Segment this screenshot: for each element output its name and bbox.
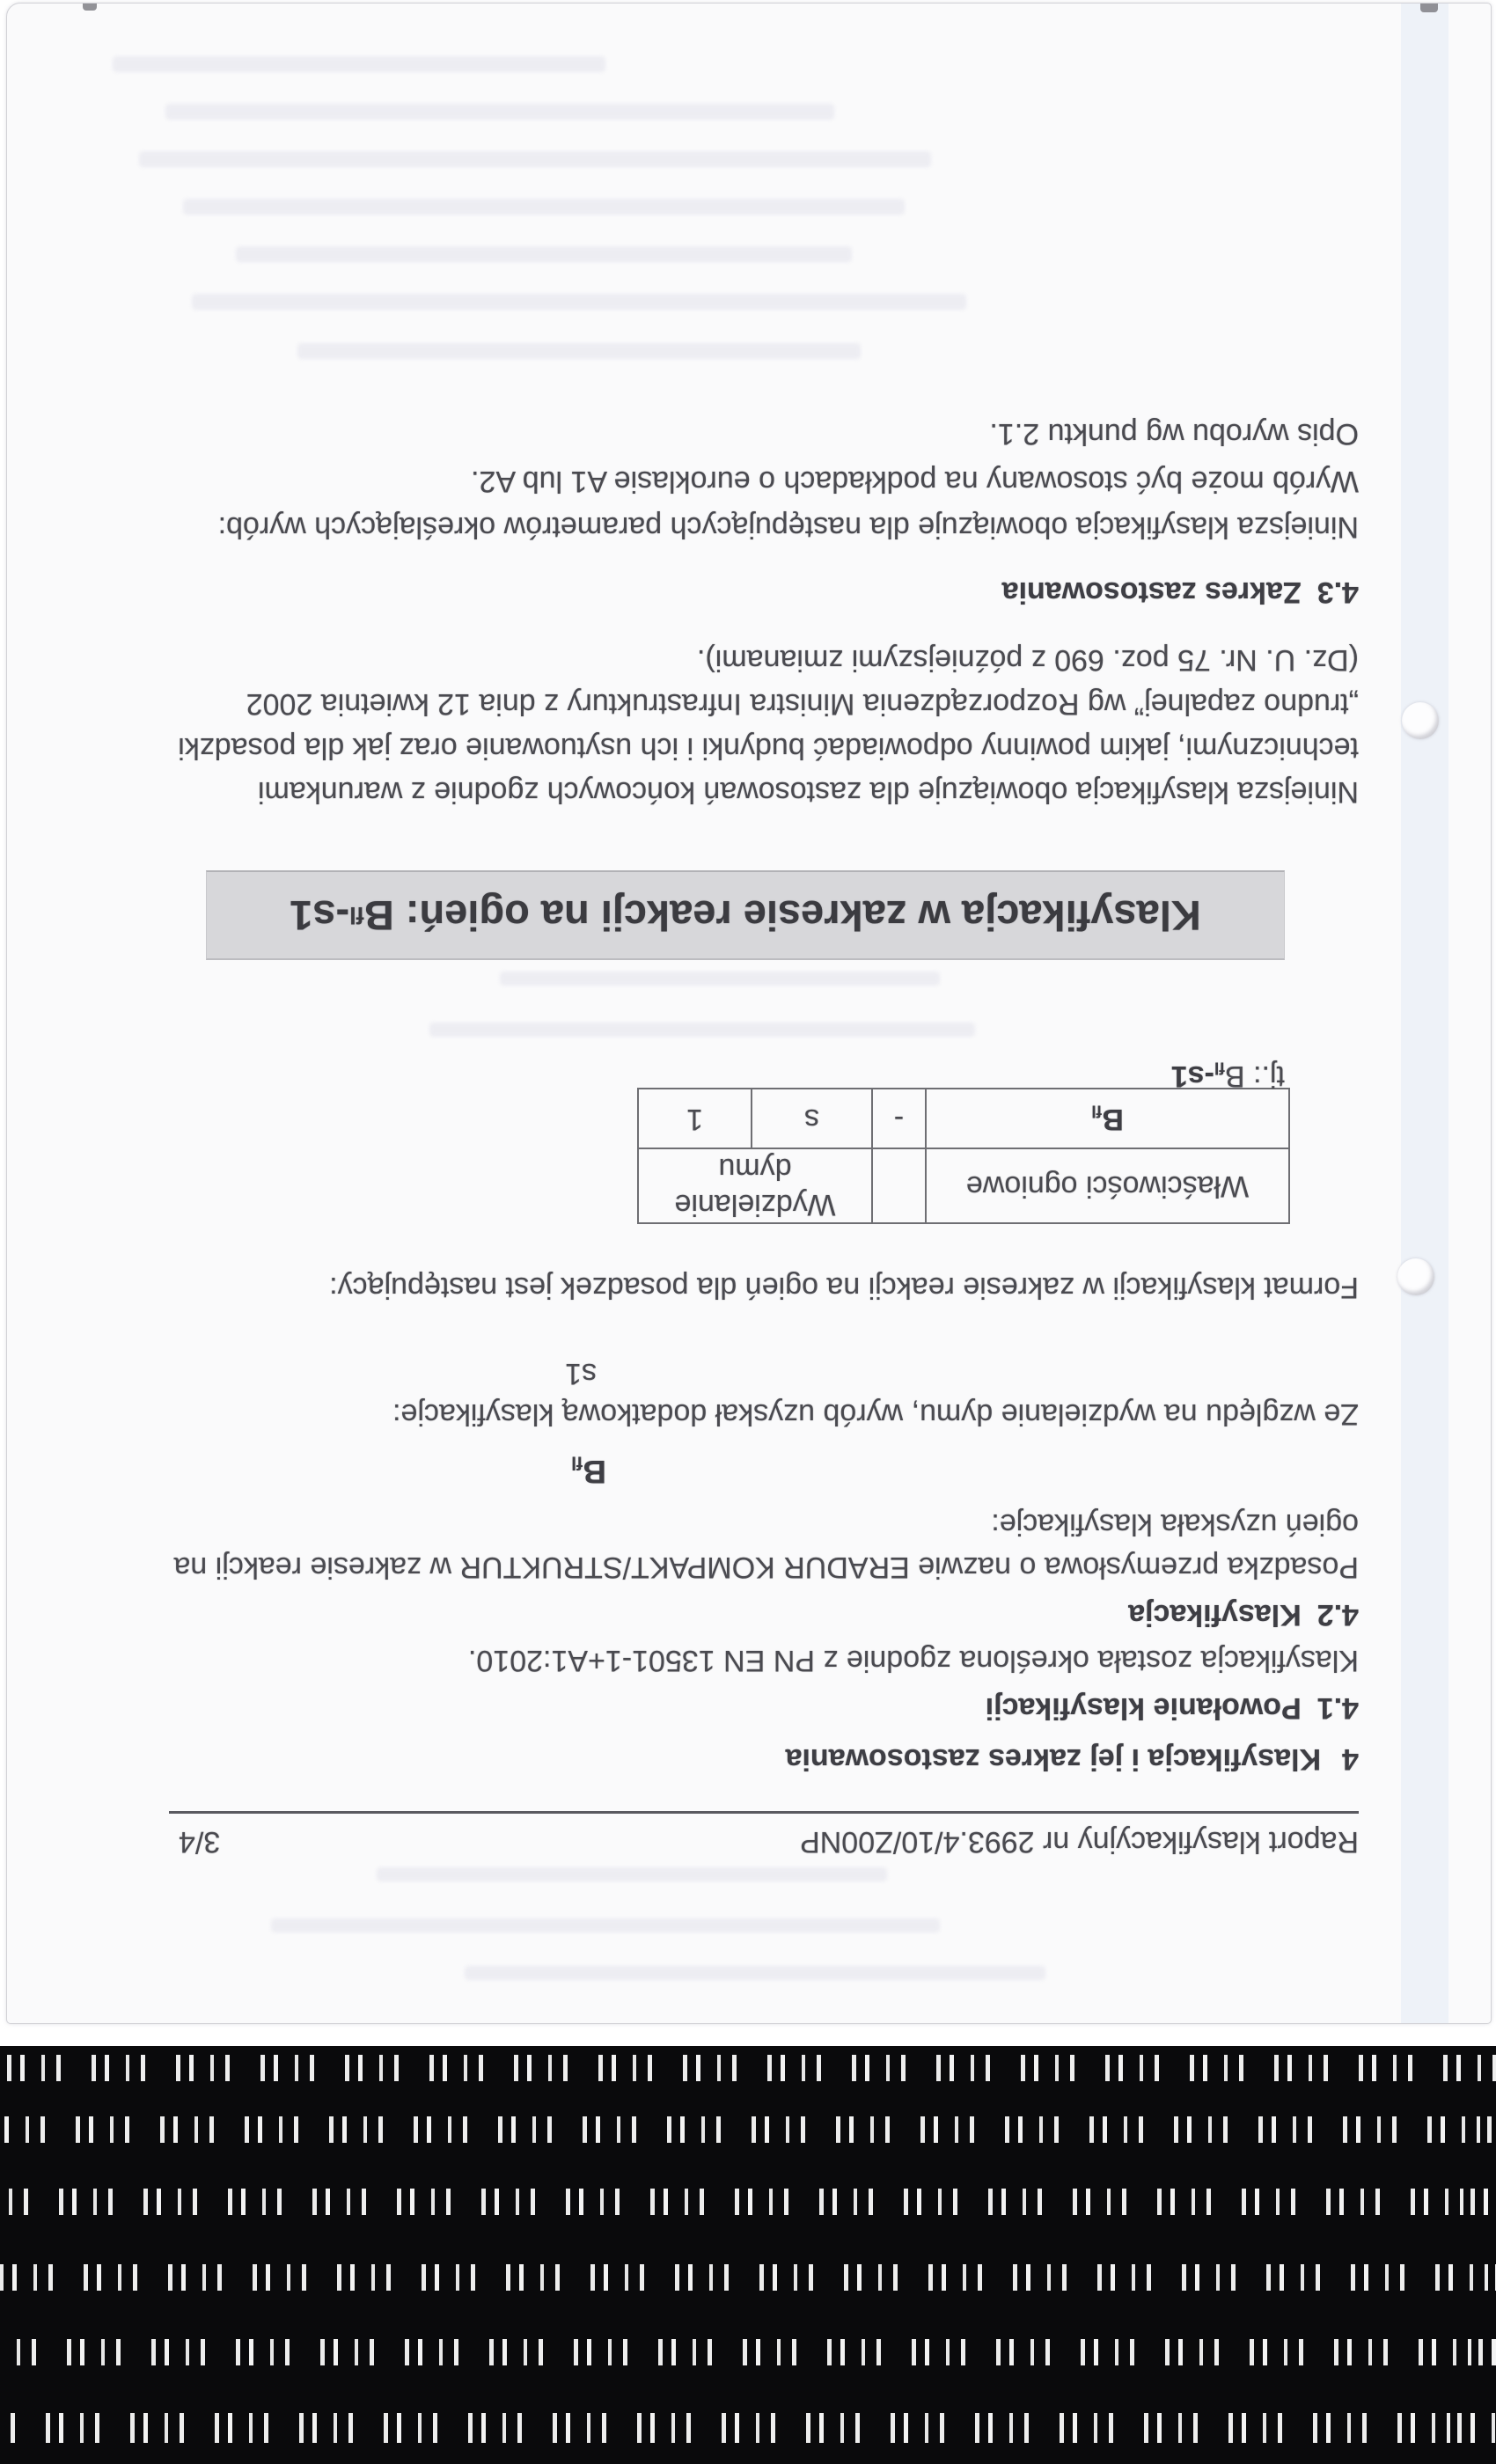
- result-subscript: fl: [1214, 1058, 1225, 1078]
- fire-class-subscript: fl: [571, 1452, 583, 1474]
- table-fire-subscript: fl: [1091, 1101, 1103, 1121]
- classification-intro-line-1: Posadzka przemysłowa o nazwie ERADUR KOMPAKT/STRUKTUR w zakresie reakcji na: [173, 1551, 1359, 1584]
- table-value-row: [638, 1089, 1289, 1148]
- smoke-classification-value: s1: [565, 1357, 597, 1390]
- section-4-heading: [786, 1741, 1359, 1777]
- scanner-dash-row: [0, 2116, 1496, 2143]
- section-4-3-heading: [1002, 574, 1359, 610]
- conditions-line-1: Niniejsza klasyfikacja obowiązuje dla zastosowań końcowych zgodnie z warunkami: [257, 775, 1359, 809]
- scope-body-line-2: Wyrób może być stosowany na podkładach o euroklasie A1 lub A2.: [471, 465, 1359, 498]
- scanner-dash-row: [0, 2055, 1496, 2081]
- section-4-1-heading: [986, 1690, 1359, 1726]
- result-shorthand: [1171, 1058, 1285, 1094]
- banner-suffix: -s1: [290, 891, 350, 939]
- format-note: Format klasyfikacji w zakresie reakcji na ogień dla posadzek jest następujący:: [329, 1271, 1359, 1304]
- result-prefix: tj.: B: [1224, 1060, 1285, 1093]
- section-4-3-title: Zakres zastosowania: [1001, 576, 1302, 609]
- conditions-line-3: „trudno zapalnej” wg Rozporządzenia Ministra Infrastruktury z dnia 12 kwietnia 2002: [246, 687, 1359, 721]
- conditions-line-4: (Dz. U. Nr. 75 poz. 690 z późniejszymi zmianami).: [696, 643, 1359, 677]
- value-cell-fire-class: [926, 1089, 1289, 1148]
- header-cell-empty: [872, 1148, 926, 1223]
- scanner-dark-band: [0, 2046, 1496, 2464]
- banner-text: Klasyfikacja w zakresie reakcji na ogień: B: [363, 891, 1201, 939]
- section-4-3-number: 4.3: [1316, 576, 1359, 609]
- section-4-1-body: Klasyfikacja została określona zgodnie z PN EN 13501-1+A1:2010.: [467, 1644, 1359, 1677]
- table-fire-letter: B: [1102, 1102, 1124, 1136]
- table-header-row: [638, 1148, 1289, 1223]
- section-4-title: Klasyfikacja i jej zakres zastosowania: [785, 1742, 1322, 1776]
- section-4-number: 4: [1342, 1742, 1359, 1776]
- section-4-2-number: 4.2: [1316, 1598, 1359, 1632]
- fire-classification-value: [571, 1451, 606, 1492]
- classification-banner: [206, 870, 1285, 960]
- value-cell-one: 1: [638, 1089, 752, 1148]
- classification-format-table: [637, 1088, 1290, 1224]
- scanner-dash-row: [0, 2413, 1496, 2443]
- page-number: 3/4: [179, 1825, 221, 1859]
- banner-subscript: fl: [349, 901, 364, 929]
- header-cell-fire-properties: Właściwości ogniowe: [926, 1148, 1289, 1223]
- scanner-dash-row: [0, 2264, 1496, 2291]
- smoke-classification-note: Ze względu na wydzielanie dymu, wyrób uzyskał dodatkową klasyfikacje:: [392, 1397, 1359, 1431]
- header-rule: [169, 1811, 1359, 1814]
- section-4-2-title: Klasyfikacja: [1128, 1598, 1302, 1632]
- result-suffix: -s1: [1170, 1060, 1214, 1093]
- fire-class-letter: B: [583, 1454, 606, 1490]
- value-cell-s: s: [752, 1089, 872, 1148]
- scanner-dash-row: [0, 2189, 1496, 2215]
- section-4-1-title: Powołanie klasyfikacji: [985, 1691, 1302, 1725]
- section-4-2-heading: [1128, 1596, 1359, 1632]
- document-content-rotated: [7, 4, 1491, 2023]
- classification-intro-line-2: ogień uzyskała klasyfikacje:: [991, 1507, 1359, 1541]
- scanned-document-page: [6, 3, 1492, 2024]
- scope-body-line-3: Opis wyrobu wg punktu 2.1.: [989, 417, 1359, 451]
- section-4-1-number: 4.1: [1316, 1691, 1359, 1725]
- conditions-line-2: technicznymi, jakim powinny odpowiadać budynki i ich usytuowanie oraz jak dla posadzki: [178, 731, 1359, 765]
- scanner-dash-row: [0, 2339, 1496, 2365]
- value-cell-dash: -: [872, 1089, 926, 1148]
- scope-body-line-1: Niniejsza klasyfikacja obowiązuje dla następujących parametrów określających wyrób:: [217, 510, 1359, 544]
- header-cell-smoke: Wydzielanie dymu: [638, 1148, 872, 1223]
- report-header-title: Raport klasyfikacyjny nr 2993.4/10/Z00NP: [800, 1825, 1359, 1859]
